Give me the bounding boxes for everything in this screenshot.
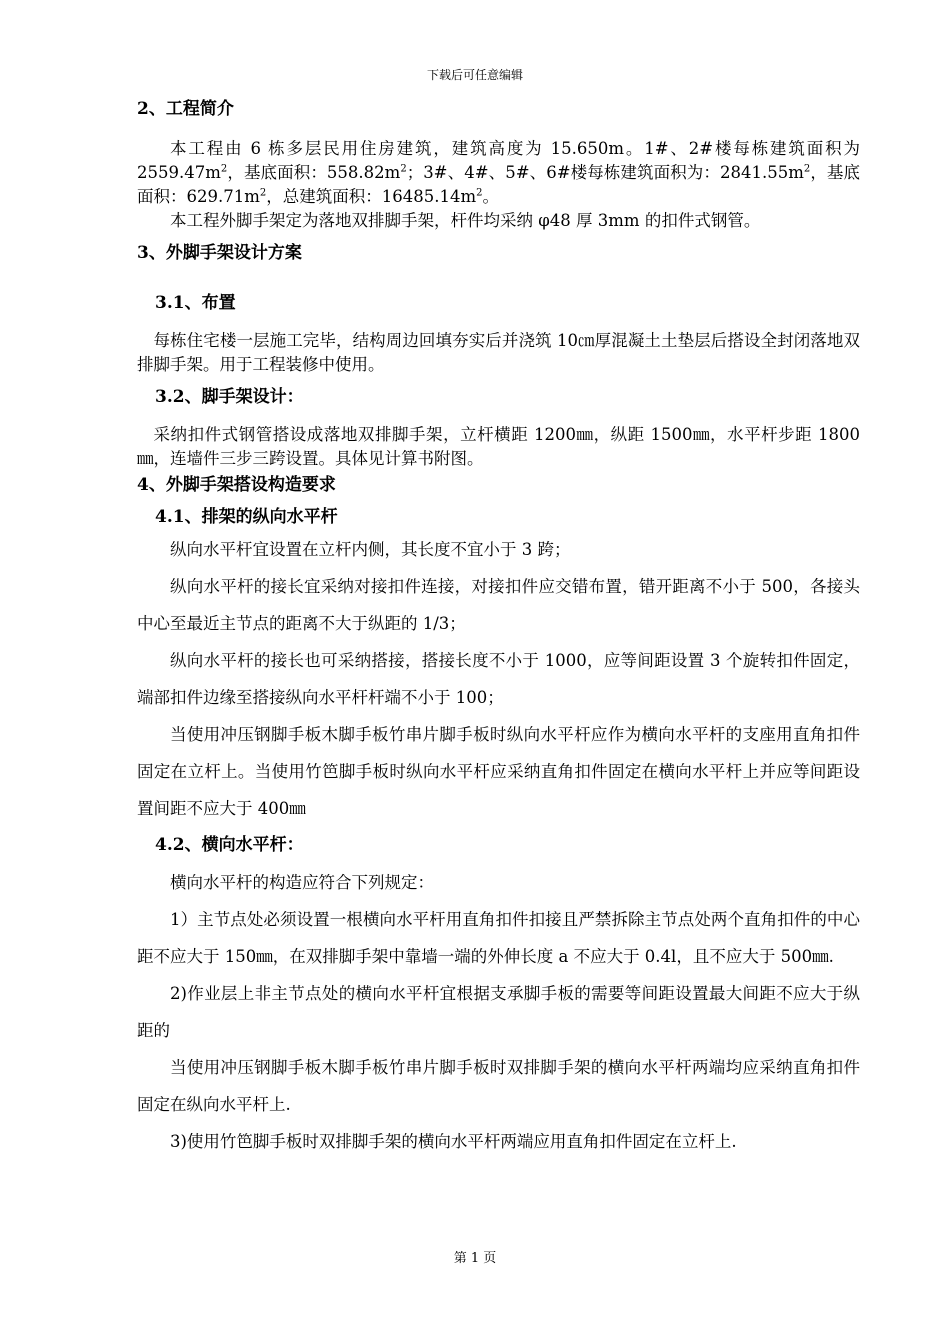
page-header: 下载后可任意编辑 bbox=[426, 68, 523, 82]
section-3-1-title: 3.1、布置 bbox=[155, 293, 236, 313]
section-4-2-title: 4.2、横向水平杆： bbox=[155, 835, 304, 855]
section-4-2-paragraph-1: 横向水平杆的构造应符合下列规定： bbox=[170, 873, 434, 892]
section-2-paragraph-1 bbox=[137, 137, 860, 209]
section-4-title: 4、外脚手架搭设构造要求 bbox=[137, 475, 336, 495]
section-3-2-paragraph: 采纳扣件式钢管搭设成落地双排脚手架，立杆横距 1200㎜，纵距 1500㎜，水平杆步距 1800㎜，连墙件三步三跨设置。具体见计算书附图。 bbox=[137, 425, 860, 468]
section-4-1-paragraph-1: 纵向水平杆宜设置在立杆内侧，其长度不宜小于 3 跨； bbox=[170, 540, 571, 559]
section-4-2-paragraph-5: 3)使用竹笆脚手板时双排脚手架的横向水平杆两端应用直角扣件固定在立杆上. bbox=[170, 1132, 737, 1151]
page-number: 第 1 页 bbox=[453, 1251, 497, 1266]
section-4-1-paragraph-3: 纵向水平杆的接长也可采纳搭接，搭接长度不小于 1000，应等间距设置 3 个旋转扣件固定，端部扣件边缘至搭接纵向水平杆杆端不小于 100； bbox=[137, 651, 860, 707]
section-4-2-paragraph-2: 1）主节点处必须设置一根横向水平杆用直角扣件扣接且严禁拆除主节点处两个直角扣件的中心距不应大于 150㎜，在双排脚手架中靠墙一端的外伸长度 a 不应大于 0.4l，且不应大于 500㎜. bbox=[137, 910, 860, 966]
text-run: 本工程由 6 栋多层民用住房建筑，建筑高度为 15.650m。1#、2#楼每栋建筑面积为 2559.47m bbox=[137, 139, 860, 182]
superscript: 2 bbox=[476, 187, 483, 199]
text-run: ，总建筑面积：16485.14m bbox=[266, 187, 477, 206]
section-4-2-paragraph-4: 当使用冲压钢脚手板木脚手板竹串片脚手板时双排脚手架的横向水平杆两端均应采纳直角扣件固定在纵向水平杆上. bbox=[137, 1058, 860, 1114]
section-3-2-title: 3.2、脚手架设计： bbox=[155, 387, 304, 407]
text-run: ，基底面积：558.82m bbox=[227, 163, 401, 182]
superscript: 2 bbox=[803, 163, 811, 175]
section-3-title: 3、外脚手架设计方案 bbox=[137, 243, 302, 263]
text-run: ，基底面积：629.71m bbox=[137, 163, 861, 206]
section-2-paragraph-2: 本工程外脚手架定为落地双排脚手架，杆件均采纳 φ48 厚 3mm 的扣件式钢管。 bbox=[170, 211, 761, 230]
section-4-1-paragraph-4: 当使用冲压钢脚手板木脚手板竹串片脚手板时纵向水平杆应作为横向水平杆的支座用直角扣件固定在立杆上。当使用竹笆脚手板时纵向水平杆应采纳直角扣件固定在横向水平杆上并应等间距设置间距不应大于 400㎜ bbox=[137, 725, 860, 818]
text-run: 。 bbox=[482, 187, 500, 206]
section-3-1-paragraph: 每栋住宅楼一层施工完毕，结构周边回填夯实后并浇筑 10㎝厚混凝土土垫层后搭设全封闭落地双排脚手架。用于工程装修中使用。 bbox=[137, 331, 860, 374]
document-body bbox=[137, 95, 860, 1160]
section-4-1-paragraph-2: 纵向水平杆的接长宜采纳对接扣件连接，对接扣件应交错布置，错开距离不小于 500，各接头中心至最近主节点的距离不大于纵距的 1/3； bbox=[137, 577, 860, 633]
section-2-title: 2、工程简介 bbox=[137, 99, 234, 119]
superscript: 2 bbox=[220, 163, 228, 175]
section-4-1-title: 4.1、排架的纵向水平杆 bbox=[155, 507, 338, 527]
superscript: 2 bbox=[400, 163, 407, 175]
text-run: ；3#、4#、5#、6#楼每栋建筑面积为：2841.55m bbox=[406, 163, 804, 182]
superscript: 2 bbox=[259, 187, 267, 199]
section-4-2-paragraph-3: 2)作业层上非主节点处的横向水平杆宜根据支承脚手板的需要等间距设置最大间距不应大于纵距的 bbox=[137, 984, 860, 1040]
